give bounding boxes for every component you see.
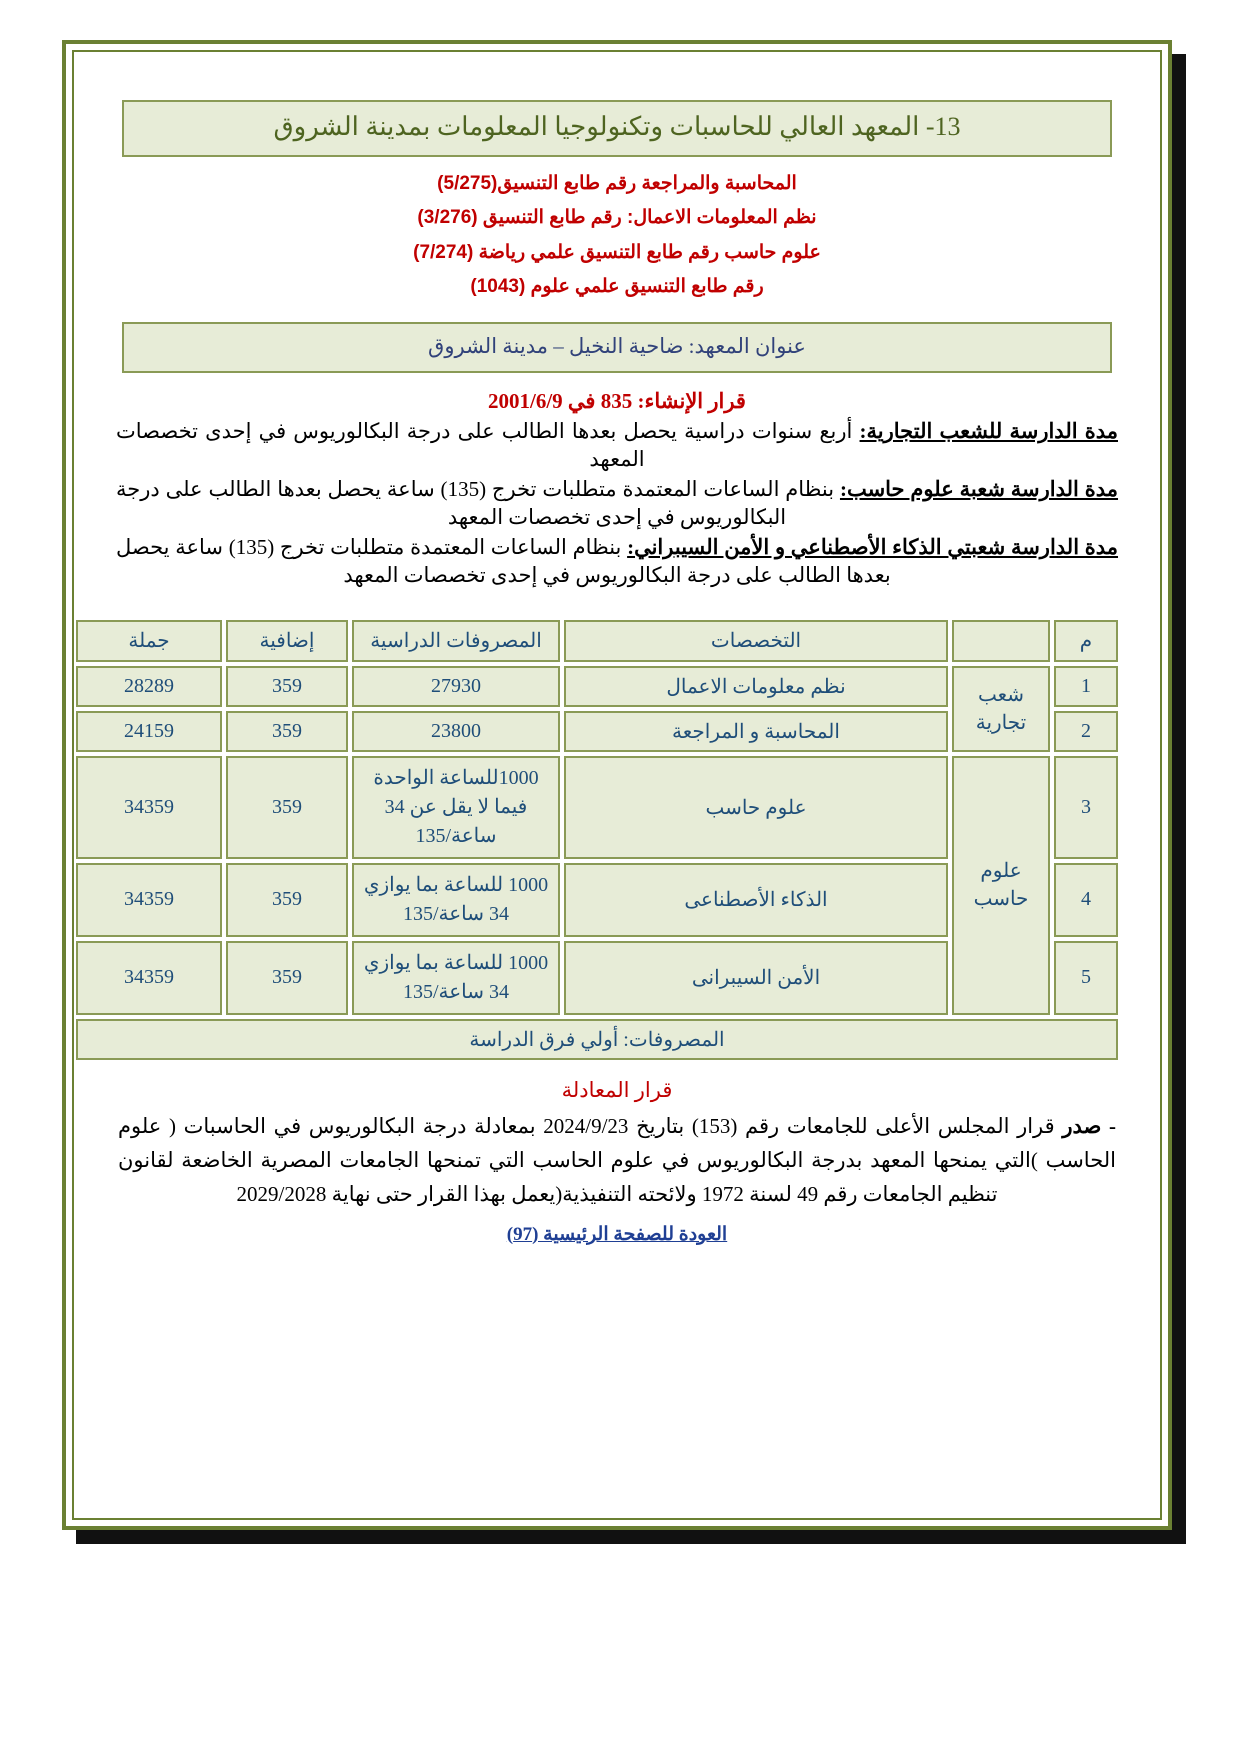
row-4-extra: 359: [226, 863, 348, 937]
coordination-line-mis: نظم المعلومات الاعمال: رقم طابع التنسيق (3/276): [417, 207, 817, 229]
institute-title-banner: [122, 100, 1112, 157]
row-1-num: 1: [1054, 666, 1118, 707]
equivalency-paragraph-bold: - صدر: [1062, 1113, 1116, 1138]
row-3-extra: 359: [226, 756, 348, 859]
coordination-line-cs-science: رقم طابع التنسيق علمي علوم (1043): [470, 276, 764, 298]
row-2-extra: 359: [226, 711, 348, 752]
group-computer-science: علوم حاسب: [952, 756, 1050, 1015]
table-row: [76, 756, 1118, 859]
header-fee: المصروفات الدراسية: [352, 620, 560, 662]
table-row: [76, 666, 1118, 707]
row-5-fee: 1000 للساعة بما يوازي 34 ساعة/135: [352, 941, 560, 1015]
fees-table: [72, 616, 1122, 1064]
row-4-total: 34359: [76, 863, 222, 937]
row-5-num: 5: [1054, 941, 1118, 1015]
institute-title: 13- المعهد العالي للحاسبات وتكنولوجيا المعلومات بمدينة الشروق: [273, 112, 961, 141]
coordination-lines: [112, 171, 1122, 301]
row-3-specialization: علوم حاسب: [564, 756, 948, 859]
row-4-fee: 1000 للساعة بما يوازي 34 ساعة/135: [352, 863, 560, 937]
row-3-num: 3: [1054, 756, 1118, 859]
row-3-fee: 1000للساعة الواحدة فيما لا يقل عن 34 ساعة/135: [352, 756, 560, 859]
page-content: [72, 50, 1162, 1520]
study-duration-ai-cyber-lead: مدة الدارسة شعبتي الذكاء الأصطناعي و الأمن السيبراني:: [627, 534, 1119, 559]
study-duration-commercial: [116, 418, 1118, 474]
coordination-line-accounting: المحاسبة والمراجعة رقم طابع التنسيق(5/275): [437, 172, 797, 194]
row-5-extra: 359: [226, 941, 348, 1015]
row-3-total: 34359: [76, 756, 222, 859]
row-1-extra: 359: [226, 666, 348, 707]
institute-address-banner: [122, 322, 1112, 373]
back-link-container: [112, 1223, 1122, 1246]
row-1-specialization: نظم معلومات الاعمال: [564, 666, 948, 707]
institute-address: عنوان المعهد: ضاحية النخيل – مدينة الشروق: [428, 334, 806, 359]
header-num: م: [1054, 620, 1118, 662]
header-specialization: التخصصات: [564, 620, 948, 662]
row-2-total: 24159: [76, 711, 222, 752]
row-1-fee: 27930: [352, 666, 560, 707]
study-duration-commercial-lead: مدة الدارسة للشعب التجارية:: [859, 419, 1118, 444]
row-5-total: 34359: [76, 941, 222, 1015]
header-group: [952, 620, 1050, 662]
page-frame: [62, 40, 1172, 1530]
study-duration-cs-text: بنظام الساعات المعتمدة متطلبات تخرج (135) ساعة يحصل بعدها الطالب على درجة البكالوريوس في إحدى تخصصات المعهد: [116, 476, 840, 529]
study-duration-commercial-text: أربع سنوات دراسية يحصل بعدها الطالب على درجة البكالوريوس في إحدى تخصصات المعهد: [116, 419, 860, 471]
study-duration-cs-lead: مدة الدارسة شعبة علوم حاسب:: [839, 476, 1119, 501]
group-commercial: شعب تجارية: [952, 666, 1050, 752]
study-duration-block: [116, 418, 1118, 590]
header-total: جملة: [76, 620, 222, 662]
row-4-num: 4: [1054, 863, 1118, 937]
coordination-line-cs-math: علوم حاسب رقم طابع التنسيق علمي رياضة (7/274): [413, 241, 821, 263]
header-extra: إضافية: [226, 620, 348, 662]
back-to-main-page-link[interactable]: العودة للصفحة الرئيسية (97): [506, 1223, 728, 1245]
fees-footer-note: المصروفات: أولي فرق الدراسة: [76, 1019, 1118, 1060]
equivalency-paragraph: [118, 1109, 1116, 1211]
equivalency-paragraph-text: قرار المجلس الأعلى للجامعات رقم (153) بتاريخ 2024/9/23 بمعادلة درجة البكالوريوس في الحاسبات ( علوم الحاسب )التي يمنحها المعهد بدرجة البكالوريوس في علوم الحاسب التي تمنحها الجامعات المصرية الخاضعة لقانون تنظيم الجامعات رقم 49 لسنة 1972 ولائحته التنفيذية(يعمل بهذا القرار حتى نهاية 2029/2028: [118, 1113, 1116, 1206]
row-2-num: 2: [1054, 711, 1118, 752]
row-4-specialization: الذكاء الأصطناعى: [564, 863, 948, 937]
table-footer-row: [76, 1019, 1118, 1060]
row-2-fee: 23800: [352, 711, 560, 752]
row-1-total: 28289: [76, 666, 222, 707]
equivalency-title: قرار المعادلة: [561, 1077, 673, 1102]
establishment-decree: قرار الإنشاء: 835 في 2001/6/9: [488, 389, 746, 414]
study-duration-ai-cyber-text: بنظام الساعات المعتمدة متطلبات تخرج (135) ساعة يحصل بعدها الطالب على درجة البكالوريوس في إحدى تخصصات المعهد: [116, 534, 891, 587]
study-duration-cs: [116, 476, 1118, 532]
row-2-specialization: المحاسبة و المراجعة: [564, 711, 948, 752]
table-header-row: [76, 620, 1118, 662]
study-duration-ai-cyber: [116, 534, 1118, 590]
row-5-specialization: الأمن السيبرانى: [564, 941, 948, 1015]
